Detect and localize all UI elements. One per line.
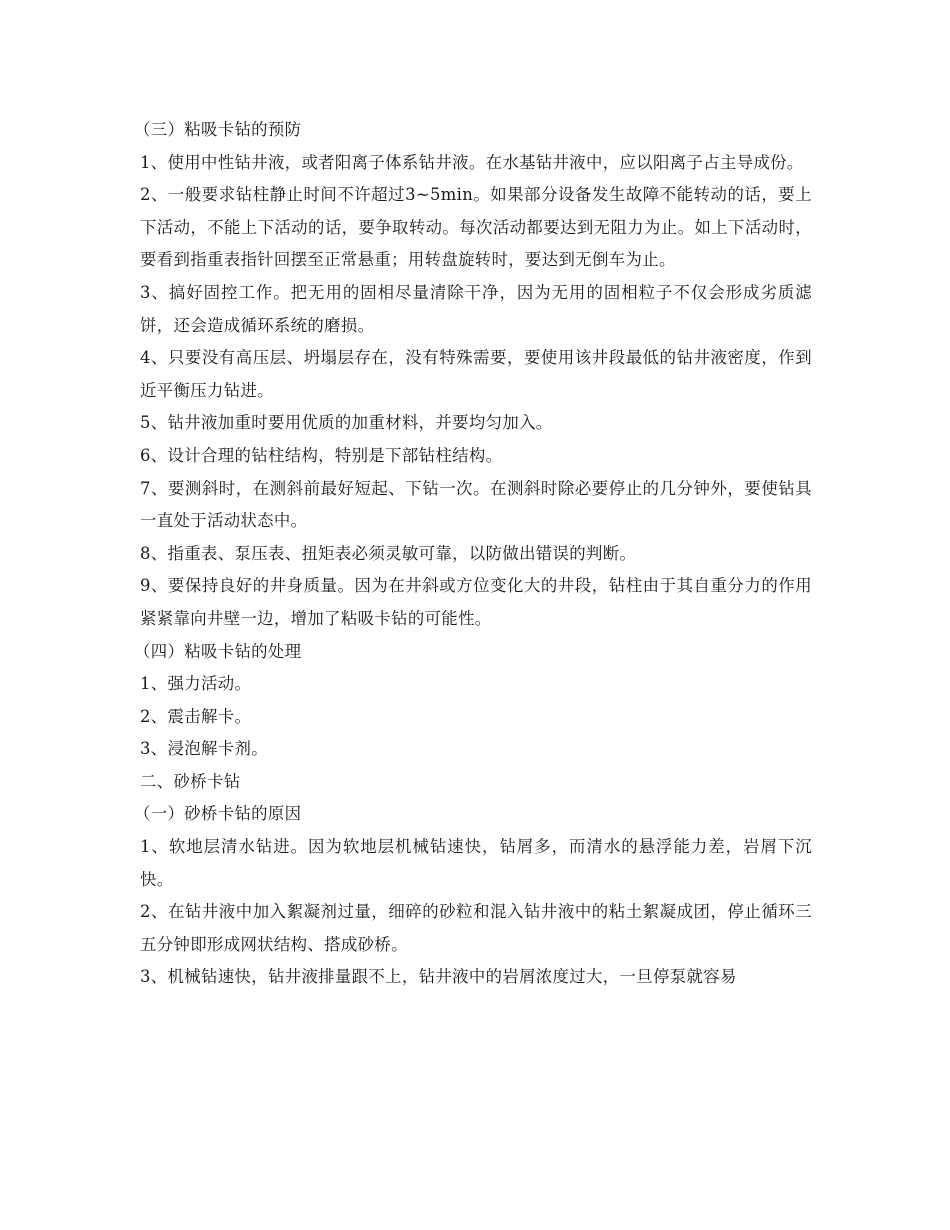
paragraph-prevention-7: 7、要测斜时，在测斜前最好短起、下钻一次。在测斜时除必要停止的几分钟外，要使钻具一直处于活动状态中。 xyxy=(140,478,812,531)
paragraph-cause-1: 1、软地层清水钻进。因为软地层机械钻速快，钻屑多，而清水的悬浮能力差，岩屑下沉快。 xyxy=(140,837,812,889)
paragraph-cause-2: 2、在钻井液中加入絮凝剂过量，细碎的砂粒和混入钻井液中的粘土絮凝成团，停止循环三五分钟即形成网状结构、搭成砂桥。 xyxy=(140,902,812,954)
paragraph-prevention-6: 6、设计合理的钻柱结构，特别是下部钻柱结构。 xyxy=(140,445,503,465)
paragraph-treatment-3: 3、浸泡解卡剂。 xyxy=(140,739,268,759)
paragraph-prevention-3: 3、搞好固控工作。把无用的固相尽量清除干净，因为无用的固相粒子不仅会形成劣质滤饼，还会造成循环系统的磨损。 xyxy=(140,282,812,335)
paragraph-cause-3: 3、机械钻速快，钻井液排量跟不上，钻井液中的岩屑浓度过大，一旦停泵就容易 xyxy=(140,967,737,987)
document-body xyxy=(134,114,812,994)
paragraph-prevention-9: 9、要保持良好的井身质量。因为在井斜或方位变化大的井段，钻柱由于其自重分力的作用紧紧靠向井壁一边，增加了粘吸卡钻的可能性。 xyxy=(140,576,812,628)
paragraph-prevention-4: 4、只要没有高压层、坍塌层存在，没有特殊需要，要使用该井段最低的钻井液密度，作到近平衡压力钻进。 xyxy=(140,348,812,400)
paragraph-treatment-2: 2、震击解卡。 xyxy=(140,706,252,726)
paragraph-prevention-5: 5、钻井液加重时要用优质的加重材料，并要均匀加入。 xyxy=(140,413,553,433)
section-heading-sand-bridge: 二、砂桥卡钻 xyxy=(140,771,241,791)
section-heading-causes: （一）砂桥卡钻的原因 xyxy=(134,804,302,824)
paragraph-prevention-2: 2、一般要求钻柱静止时间不许超过3~5min。如果部分设备发生故障不能转动的话，要上下活动，不能上下活动的话，要争取转动。每次活动都要达到无阻力为止。如上下活动时，要看到指重表指针回摆至正常悬重；用转盘旋转时，要达到无倒车为止。 xyxy=(140,185,812,270)
paragraph-prevention-1: 1、使用中性钻井液，或者阳离子体系钻井液。在水基钻井液中，应以阳离子占主导成份。 xyxy=(140,152,804,172)
paragraph-prevention-8: 8、指重表、泵压表、扭矩表必须灵敏可靠，以防做出错误的判断。 xyxy=(140,543,637,563)
section-heading-treatment: （四）粘吸卡钻的处理 xyxy=(134,641,302,661)
section-heading-prevention: （三）粘吸卡钻的预防 xyxy=(134,120,302,139)
paragraph-treatment-1: 1、强力活动。 xyxy=(140,674,252,694)
